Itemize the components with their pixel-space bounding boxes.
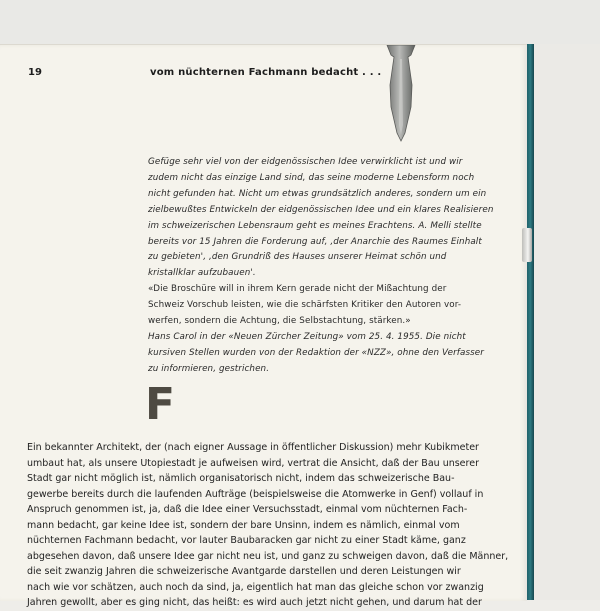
quote-line: werfen, sondern die Achtung, die Selbstachtung, stärken.»	[148, 316, 411, 327]
body-text	[27, 440, 509, 611]
body-line: nüchternen Fachmann bedacht, vor lauter Baubaracken gar nicht zu einer Stadt käme, ganz	[27, 535, 466, 546]
body-line: abgesehen davon, daß unsere Idee gar nicht neu ist, und ganz zu schweigen davon, daß die Männer,	[27, 550, 509, 562]
body-line: Stadt gar nicht möglich ist, nämlich organisatorisch nicht, indem das schweizerische Bau-	[27, 473, 455, 484]
body-line: Jahren gewollt, aber es ging nicht, das heißt: es wird auch jetzt nicht gehen, und darum hat der	[27, 597, 482, 608]
body-line: mann bedacht, gar keine Idee ist, sondern der bare Unsinn, indem es nämlich, einmal vom	[27, 519, 460, 531]
background-surface	[0, 0, 600, 44]
quote-line: Gefüge sehr viel von der eidgenössischen Idee verwirklicht ist und wir	[148, 157, 463, 167]
quote-line: kristallklar aufzubauen'.	[148, 268, 256, 279]
quote-line: zu informieren, gestrichen.	[148, 363, 270, 374]
quote-line: zielbewußtes Entwickeln der eidgenössischen Idee und ein klares Realisieren	[148, 204, 494, 215]
body-line: nach wie vor schätzen, auch noch da sind, ja, eigentlich hat man das gleiche schon vor zwanzig	[27, 581, 484, 593]
running-title: vom nüchternen Fachmann bedacht . . .	[150, 67, 382, 78]
body-line: die seit zwanzig Jahren die schweizerische Avantgarde darstellen und deren Leistungen wir	[27, 566, 461, 577]
page-number: 19	[28, 67, 42, 78]
metal-bookmark-icon	[381, 45, 421, 145]
quote-line: kursiven Stellen wurden von der Redaktion der «NZZ», ohne den Verfasser	[148, 347, 484, 358]
quote-line: zu gebieten', ‚den Grundriß des Hauses unserer Heimat schön und	[148, 252, 447, 263]
quote-line: Schweiz Vorschub leisten, wie die schärfsten Kritiker den Autoren vor-	[148, 300, 462, 311]
book-page	[0, 44, 527, 608]
quote-line: Hans Carol in der «Neuen Zürcher Zeitung» vom 25. 4. 1955. Die nicht	[148, 331, 466, 342]
page-clip	[522, 228, 532, 262]
quote-line: nicht gefunden hat. Nicht um etwas grundsätzlich anderes, sondern um ein	[148, 188, 487, 199]
body-line: Ein bekannter Architekt, der (nach eigner Aussage in öffentlicher Diskussion) mehr Kubikmeter	[27, 442, 479, 453]
body-line: Anspruch genommen ist, ja, daß die Idee einer Versuchsstadt, einmal vom nüchternen Fach-	[27, 504, 468, 515]
quote-line: «Die Broschüre will in ihrem Kern gerade nicht der Mißachtung der	[148, 284, 447, 295]
initial-letter: F	[145, 379, 176, 430]
body-line: gewerbe bereits durch die laufenden Aufträge (beispielsweise die Atomwerke in Genf) vollauf in	[27, 488, 484, 500]
body-line: umbaut hat, als unsere Utopiestadt je aufweisen wird, vertrat die Ansicht, daß der Bau unserer	[27, 457, 479, 469]
quote-line: im schweizerischen Lebensraum geht es meines Erachtens. A. Melli stellte	[148, 220, 482, 231]
quote-line: bereits vor 15 Jahren die Forderung auf, ‚der Anarchie des Raumes Einhalt	[148, 236, 482, 247]
book-cover-edge	[526, 44, 534, 600]
quote-line: zudem nicht das einzige Land sind, das seine moderne Lebensform noch	[148, 172, 475, 183]
background-surface-right	[534, 44, 600, 600]
quote-block	[148, 155, 500, 378]
